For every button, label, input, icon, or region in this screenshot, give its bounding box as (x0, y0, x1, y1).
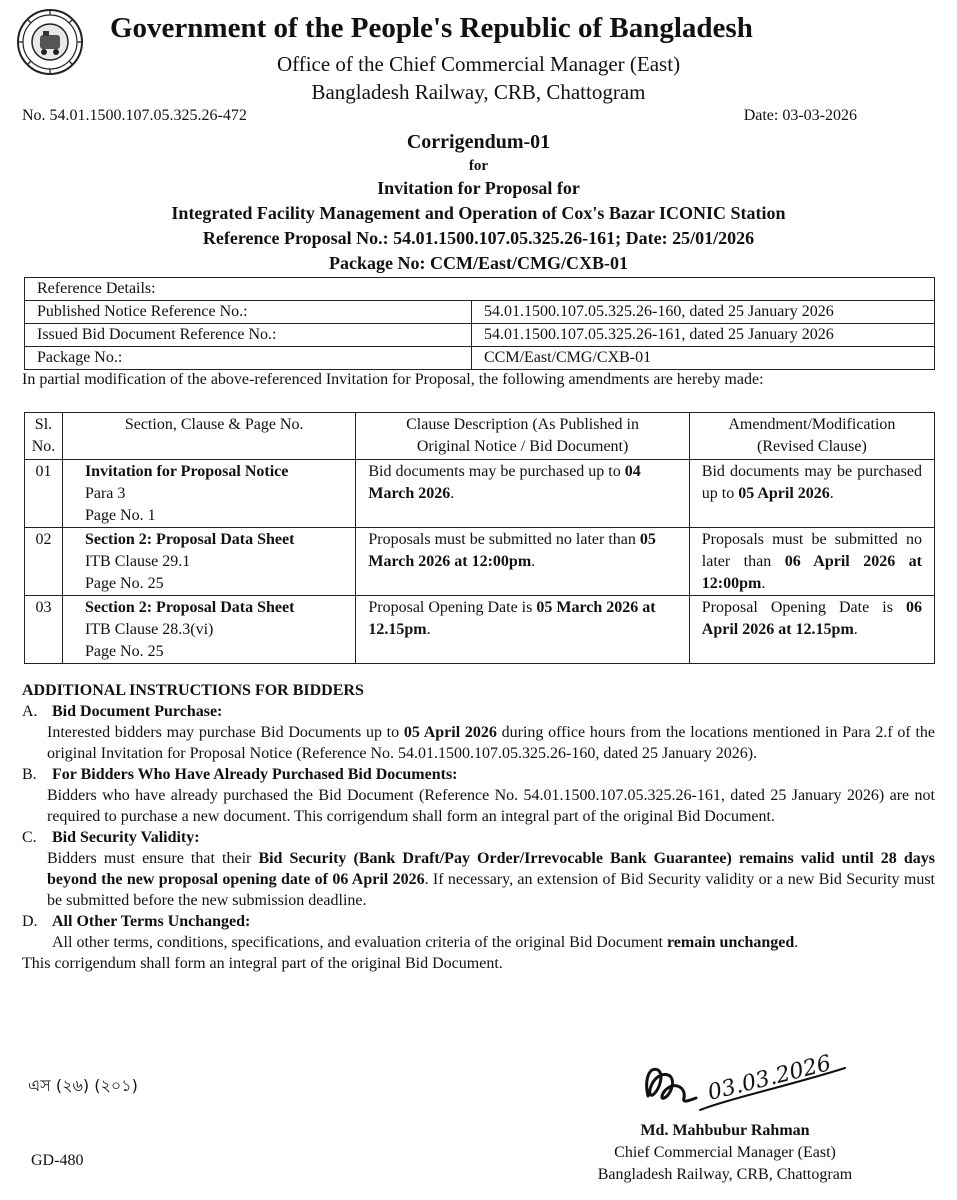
row-description (356, 596, 689, 664)
instruction-heading (22, 827, 935, 848)
amendment-text: Bid documents may be purchased up to (701, 463, 922, 502)
amendment-date: 06 April 2026 at 12.15pm (701, 599, 922, 638)
instruction-a (22, 701, 935, 764)
amendment-date: 06 April 2026 at 12:00pm (701, 553, 923, 592)
description-end: . (426, 621, 431, 638)
section-clause: ITB Clause 29.1 (84, 553, 191, 570)
instruction-heading (22, 701, 935, 722)
reference-value: CCM/East/CMG/CXB-01 (472, 347, 935, 370)
signatory-designation: Chief Commercial Manager (East) (614, 1144, 836, 1161)
office-address: Bangladesh Railway, CRB, Chattogram (311, 80, 646, 104)
amendment-date: 05 April 2026 (738, 485, 830, 502)
instruction-title: Bid Security Validity: (52, 829, 200, 846)
description-date: 05 March 2026 at 12.15pm (368, 599, 656, 638)
reference-heading: Reference Details: (25, 278, 935, 301)
section-title: Section 2: Proposal Data Sheet (84, 599, 295, 616)
instruction-body (22, 932, 935, 953)
instruction-marker: A. (22, 703, 38, 720)
amendments-table (24, 412, 935, 664)
description-text: Proposal Opening Date is (368, 599, 537, 616)
row-description (356, 528, 689, 596)
instruction-body (22, 848, 935, 911)
section-page: Page No. 25 (84, 643, 164, 660)
header-sl-line1: Sl. (34, 416, 53, 433)
instruction-emphasis: remain unchanged (666, 934, 795, 951)
section-clause: ITB Clause 28.3(vi) (84, 621, 214, 638)
header-sl-line2: No. (31, 438, 56, 455)
row-amendment (689, 460, 934, 528)
description-end: . (450, 485, 455, 502)
table-row (25, 596, 935, 664)
row-amendment (689, 528, 934, 596)
description-date: 05 March 2026 at 12:00pm (368, 531, 656, 570)
instruction-text: Interested bidders may purchase Bid Documents up to (47, 724, 404, 741)
office-name: Office of the Chief Commercial Manager (East) (276, 52, 681, 76)
amendment-end: . (853, 621, 858, 638)
corrigendum-title: Corrigendum-01 (406, 131, 551, 153)
instruction-b (22, 764, 935, 827)
header-amendment-line2: (Revised Clause) (757, 438, 867, 455)
instruction-heading (22, 911, 935, 932)
header-section: Section, Clause & Page No. (62, 413, 355, 460)
header-amendment-line1: Amendment/Modification (728, 416, 896, 433)
instruction-emphasis: Bid Security (Bank Draft/Pay Order/Irrevocable Bank Guarantee) remains valid until 28 days beyond the new proposal opening date of 06 April 2026 (47, 850, 935, 888)
instruction-text: Bidders must ensure that their (47, 850, 259, 867)
row-sl: 03 (25, 596, 63, 664)
signatory-name: Md. Mahbubur Rahman (640, 1122, 810, 1139)
header-description-line2: Original Notice / Bid Document) (416, 438, 629, 455)
memo-date: Date: 03-03-2026 (743, 107, 857, 124)
instruction-title: For Bidders Who Have Already Purchased Bid Documents: (52, 766, 458, 783)
table-header-row (25, 413, 935, 460)
header-description-line1: Clause Description (As Published in (406, 416, 639, 433)
signatory-office: Bangladesh Railway, CRB, Chattogram (597, 1166, 853, 1183)
signature-date: 03.03.2026 (705, 1051, 834, 1106)
row-section (62, 460, 355, 528)
instruction-title: Bid Document Purchase: (52, 703, 223, 720)
reference-label: Published Notice Reference No.: (25, 301, 472, 324)
instruction-text-end: during office hours from the locations mentioned in Para 2.f of the original Invitation for Proposal Notice (Reference No. 54.01.1500.107.05.325.26-160, dated 25 January 2026). (47, 724, 936, 762)
bangla-reference-code: এস (২৬) (২০১) (28, 1076, 138, 1095)
header-description (356, 413, 689, 460)
instruction-marker: B. (22, 766, 37, 783)
section-title: Section 2: Proposal Data Sheet (84, 531, 295, 548)
instruction-title: All Other Terms Unchanged: (52, 913, 251, 930)
instruction-body (22, 722, 935, 764)
government-title: Government of the People's Republic of Bangladesh (110, 12, 753, 44)
reference-label: Issued Bid Document Reference No.: (25, 324, 472, 347)
reference-label: Package No.: (25, 347, 472, 370)
table-row (25, 278, 935, 301)
instruction-c (22, 827, 935, 911)
description-text: Proposals must be submitted no later than (368, 531, 640, 548)
table-row (25, 301, 935, 324)
table-row (25, 347, 935, 370)
table-row (25, 324, 935, 347)
table-row (25, 528, 935, 596)
reference-proposal: Reference Proposal No.: 54.01.1500.107.05.325.26-161; Date: 25/01/2026 (202, 228, 755, 248)
section-clause: Para 3 (84, 485, 126, 502)
instruction-marker: D. (22, 913, 38, 930)
row-sl: 02 (25, 528, 63, 596)
row-sl: 01 (25, 460, 63, 528)
reference-value: 54.01.1500.107.05.325.26-161, dated 25 January 2026 (472, 324, 935, 347)
reference-value: 54.01.1500.107.05.325.26-160, dated 25 January 2026 (472, 301, 935, 324)
section-page: Page No. 1 (84, 507, 156, 524)
instruction-heading (22, 764, 935, 785)
instruction-marker: C. (22, 829, 37, 846)
memo-number: No. 54.01.1500.107.05.325.26-472 (22, 107, 247, 124)
closing-statement: This corrigendum shall form an integral part of the original Bid Document. (22, 955, 503, 972)
section-title: Invitation for Proposal Notice (84, 463, 289, 480)
intro-text: In partial modification of the above-referenced Invitation for Proposal, the following amendments are hereby made: (22, 371, 764, 388)
project-title: Integrated Facility Management and Operation of Cox's Bazar ICONIC Station (171, 203, 786, 223)
amendment-text: Proposal Opening Date is (701, 599, 906, 616)
instruction-date: 05 April 2026 (403, 724, 497, 741)
amendment-text: Proposals must be submitted no later than (701, 531, 922, 570)
description-text: Bid documents may be purchased up to (368, 463, 625, 480)
row-section (62, 528, 355, 596)
header-amendment (689, 413, 934, 460)
instruction-text-end: . If necessary, an extension of Bid Security validity or a new Bid Security must be submitted before the new submission deadline. (47, 871, 936, 909)
signatory-block (560, 1120, 890, 1186)
row-description (356, 460, 689, 528)
gd-code: GD-480 (31, 1152, 84, 1169)
invitation-title: Invitation for Proposal for (377, 178, 580, 198)
description-date: 04 March 2026 (368, 463, 641, 502)
instruction-text: All other terms, conditions, specifications, and evaluation criteria of the original Bid Document (52, 934, 667, 951)
header-sl (25, 413, 63, 460)
package-number: Package No: CCM/East/CMG/CXB-01 (329, 253, 628, 273)
row-amendment (689, 596, 934, 664)
amendment-end: . (761, 575, 766, 592)
row-section (62, 596, 355, 664)
reference-details-table (24, 277, 935, 370)
table-row (25, 460, 935, 528)
additional-instructions (22, 680, 935, 974)
amendment-end: . (829, 485, 834, 502)
for-text: for (468, 158, 489, 174)
instruction-text-end: . (794, 934, 799, 951)
signature-icon (640, 1048, 850, 1118)
description-end: . (531, 553, 536, 570)
instruction-body: Bidders who have already purchased the Bid Document (Reference No. 54.01.1500.107.05.325.26-161, dated 25 January 2026) are not required to purchase a new document. This corrigendum shall form an integral part of the original Bid Document. (47, 787, 935, 825)
section-page: Page No. 25 (84, 575, 164, 592)
instruction-d (22, 911, 935, 953)
additional-instructions-title: ADDITIONAL INSTRUCTIONS FOR BIDDERS (22, 682, 364, 699)
